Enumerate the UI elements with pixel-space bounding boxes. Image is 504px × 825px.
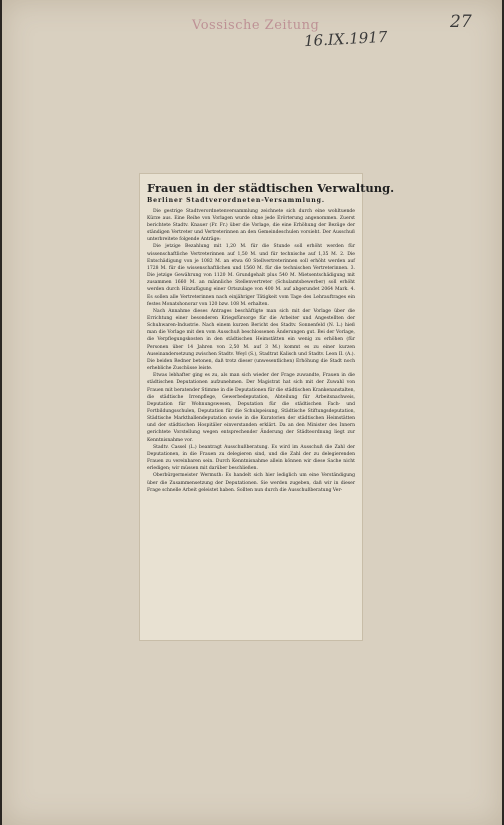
article-headline: Frauen in der städtischen Verwaltung. (147, 181, 395, 195)
article-paragraph: Nach Annahme dieses Antrages beschäftigte man sich mit der Vorlage über die Errichtung einer besonderen Kriegsfürsorge für die Arbeiter und Angestellten der Schuhwaren-Industrie. Nach einem kurzen Bericht des Stadtv. Sonnenfeld (N. L.) hieß man die Vorlage mit den vom Ausschuß beschlossenen Änderungen gut. Bei der Vorlage, die Verpflegungskosten in den städtischen Heimstätten ein wenig zu erhöhen (für Personen über 14 Jahren von 2,50 M. auf 3 M.) kommt es zu einer kurzen Auseinandersetzung zwischen Stadtv. Weyl (S.), Stadtrat Kalisch und Stadtv. Leon II. (A.). Die beiden Redner betonen, daß trotz dieser (unwesentlichen) Erhöhung die Stadt noch erhebliche Zuschüsse leiste. (147, 308, 355, 372)
article-paragraph: Etwas lebhafter ging es zu, als man sich wieder der Frage zuwandte, Frauen in die städtischen Deputationen aufzunehmen. Der Magistrat hat sich mit der Zuwahl von Frauen mit beratender Stimme in die Deputationen für die städtischen Krankenanstalten, die städtische Irrenpflege, Gewerbedeputation, Abteilung für Arbeitsnachweis, Deputation für Wohnungswesen, Deputation für die städtischen Fach- und Fortbildungsschulen, Deputation für die Schulspeisung, Städtische Stiftungsdeputation, Städtische Markthallendeputation sowie in die Kuratorien der städtischen Heimstätten und der städtischen Hospitäler einverstanden erklärt. Da an den Minister des Innern gerichtete Vorstellung wegen entsprechender Änderung der Städteordnung liegt zur Kenntnisnahme vor. (147, 373, 355, 443)
newspaper-clipping (140, 174, 395, 640)
handwritten-date: 16.IX.1917 (303, 27, 388, 51)
article-paragraph: Die jetzige Bezahlung mit 1,20 M. für die Stunde soll erhöht werden für wissenschaftliche Vertreterinnen auf 1,50 M. und für technische auf 1,35 M. 2. Die Entschädigung von je 1082 M. an etwa 60 Stellvertreterinnen soll erhöht werden auf 1728 M. für die wissenschaftlichen und 1560 M. für die technischen Vertreterinnen. 3. Die jetzige Gewährung von 1120 M. Grundgehalt plus 540 M. Mietsentschädigung mit zusammen 1660 M. an männliche Stellenvertreter (Schulamtsbewerber) soll erhöht werden durch Hinzufügung einer Ortszulage von 400 M. auf abgerundet 2064 Mark. 4. Es sollen alle Vertreterinnen nach einjähriger Tätigkeit vom Tage des Lehrauftrages ein festes Monatshonorar von 120 bzw. 108 M. erhalten. (147, 244, 355, 307)
newspaper-stamp: Vossische Zeitung (192, 18, 320, 33)
article-paragraph: Stadtv. Cassel (L.) beantragt Ausschußberatung. Es wird im Ausschuß die Zahl der Deputationen, in die Frauen zu delegieren sind, und die Zahl der zu delegierenden Frauen zu vereinbaren sein. Durch Kenntnisnahme allein können wir diese Sache nicht erledigen; wir müssen mit darüber beschließen. (147, 444, 355, 472)
article-paragraph: Die gestrige Stadtverordnetenversammlung zeichnete sich durch eine wohltuende Kürze aus. Eine Reihe von Vorlagen wurde ohne jede Erörterung angenommen. Zuerst berichtete Stadtv. Knauer (Fr. Fr.) über die Vorlage, die eine Erhöhung der Bezüge der ständigen Vertreter und Vertreterinnen an den Gemeindeschulen vorsieht. Der Ausschuß unterbreitete folgende Anträge: (147, 208, 355, 243)
article-paragraph: Oberbürgermeister Wermuth: Es handelt sich hier lediglich um eine Verständigung über die Zusammensetzung der Deputationen. Sie werden zugeben, daß wir in dieser Frage schnelle Arbeit geleistet haben. Sollten nun durch die Ausschußberatung Ver- (147, 473, 355, 493)
archive-sheet (2, 0, 502, 825)
handwritten-page-number: 27 (450, 12, 472, 32)
article-subheading: Berliner Stadtverordneten-Versammlung. (147, 196, 325, 204)
